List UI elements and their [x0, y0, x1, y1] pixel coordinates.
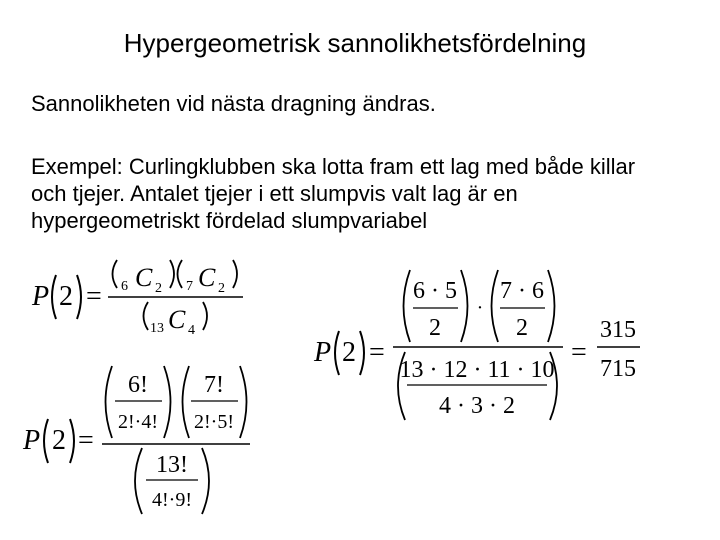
- formula1-equals: =: [86, 281, 102, 312]
- formula1-den-letter: C: [168, 305, 186, 334]
- formula2-p: P: [23, 425, 41, 456]
- formula2-b-num: 7!: [204, 372, 224, 398]
- formula1-den-sub: 4: [188, 323, 195, 338]
- formula3-result-num: 315: [600, 317, 636, 343]
- slide-title: Hypergeometrisk sannolikhetsfördelning: [123, 28, 587, 58]
- formula2-a-den: 2!·4!: [118, 411, 158, 433]
- formula2-b-den: 2!·5!: [194, 411, 234, 433]
- formula3-dot: ·: [476, 297, 484, 319]
- formula1-arg: 2: [59, 281, 73, 312]
- formula-combinations: [31, 260, 243, 338]
- formula-factorials: [22, 366, 250, 514]
- formula3-result-den: 715: [600, 356, 636, 382]
- formula1-num-a-sub: 2: [155, 281, 162, 296]
- example-line-3: hypergeometriskt fördelad slumpvariabel: [31, 208, 428, 233]
- intro-paragraph: Sannolikheten vid nästa dragning ändras.: [31, 91, 436, 116]
- formula1-num-b-letter: C: [198, 263, 216, 292]
- formula1-den-pre: 13: [150, 321, 164, 336]
- formula3-a-num: 6 · 5: [413, 278, 457, 304]
- example-line-2: och tjejer. Antalet tjejer i ett slumpvis valt lag är en: [31, 181, 518, 206]
- formula3-arg: 2: [342, 337, 356, 368]
- formula1-p: P: [32, 281, 50, 312]
- formula2-c-num: 13!: [156, 452, 188, 478]
- formula2-arg: 2: [52, 425, 66, 456]
- formula1-num-a-pre: 6: [121, 279, 128, 294]
- example-line-1: Exempel: Curlingklubben ska lotta fram ett lag med både killar: [31, 154, 636, 179]
- formula1-num-b-pre: 7: [186, 279, 193, 294]
- formula3-a-den: 2: [429, 315, 441, 341]
- formula3-b-num: 7 · 6: [500, 278, 544, 304]
- formula1-num-b-sub: 2: [218, 281, 225, 296]
- formula1-num-a-letter: C: [135, 263, 153, 292]
- formula3-c-den: 4 · 3 · 2: [439, 393, 515, 419]
- formula2-a-num: 6!: [128, 372, 148, 398]
- formula3-b-den: 2: [516, 315, 528, 341]
- formula-numeric: [313, 270, 640, 420]
- formula3-p: P: [314, 337, 332, 368]
- formula3-c-num: 13 · 12 · 11 · 10: [399, 357, 555, 383]
- formula2-equals: =: [78, 425, 94, 456]
- formula3-equals-2: =: [571, 337, 587, 368]
- formula2-c-den: 4!·9!: [152, 489, 192, 511]
- formula3-equals: =: [369, 337, 385, 368]
